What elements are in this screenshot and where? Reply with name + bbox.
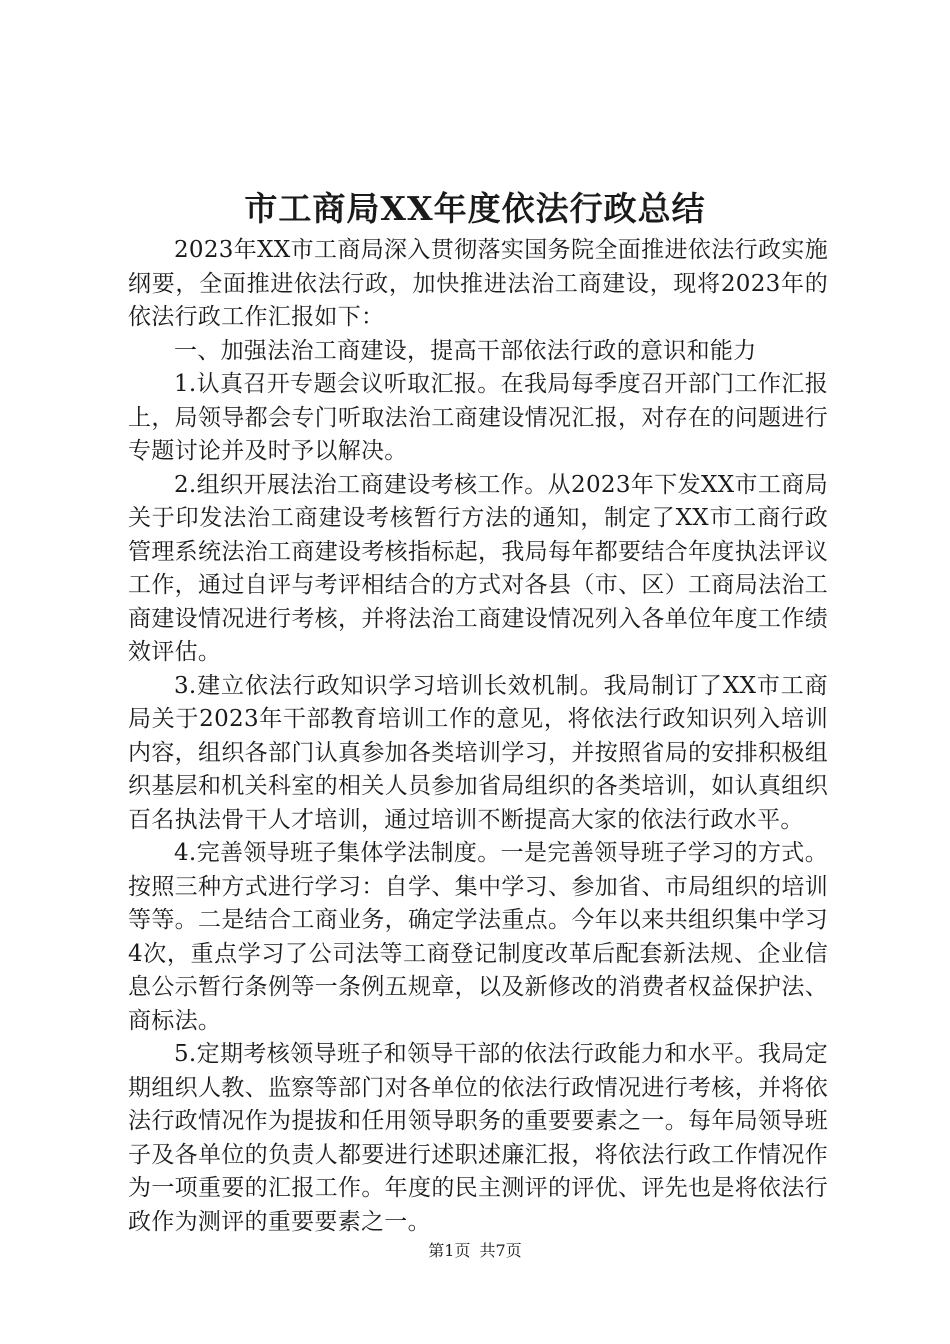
section-heading-1: 一、加强法治工商建设，提高干部依法行政的意识和能力	[174, 337, 757, 364]
paragraph-item-4: 4.完善领导班子集体学法制度。一是完善领导班子学习的方式。按照三种方式进行学习：自学、集中学习、参加省、市局组织的培训等等。二是结合工商业务，确定学法重点。今年以来共组织集中学习4次，重点学习了公司法等工商登记制度改革后配套新法规、企业信息公示暂行条例等一条例五规章，以及新修改的消费者权益保护法、商标法。	[128, 840, 828, 1034]
paragraph-item-3: 3.建立依法行政知识学习培训长效机制。我局制订了XX市工商局关于2023年干部教育培训工作的意见，将依法行政知识列入培训内容，组织各部门认真参加各类培训学习，并按照省局的安排积极组织基层和机关科室的相关人员参加省局组织的各类培训，如认真组织百名执法骨干人才培训，通过培训不断提高大家的依法行政水平。	[128, 672, 828, 833]
page-footer	[0, 1240, 950, 1262]
paragraph-item-2: 2.组织开展法治工商建设考核工作。从2023年下发XX市工商局关于印发法治工商建设考核暂行方法的通知，制定了XX市工商行政管理系统法治工商建设考核指标起，我局每年都要结合年度执法评议工作，通过自评与考评相结合的方式对各县（市、区）工商局法治工商建设情况进行考核，并将法治工商建设情况列入各单位年度工作绩效评估。	[128, 471, 828, 665]
document-body	[128, 234, 828, 1239]
paragraph-item-1: 1.认真召开专题会议听取汇报。在我局每季度召开部门工作汇报上，局领导都会专门听取法治工商建设情况汇报，对存在的问题进行专题讨论并及时予以解决。	[128, 371, 828, 464]
document-title: 市工商局XX年度依法行政总结	[244, 189, 706, 228]
page-number-total: 共7页	[479, 1241, 522, 1260]
paragraph-intro: 2023年XX市工商局深入贯彻落实国务院全面推进依法行政实施纲要，全面推进依法行政，加快推进法治工商建设，现将2023年的依法行政工作汇报如下：	[128, 237, 828, 330]
page-number-current: 第1页	[428, 1241, 471, 1260]
paragraph-item-5: 5.定期考核领导班子和领导干部的依法行政能力和水平。我局定期组织人教、监察等部门对各单位的依法行政情况进行考核，并将依法行政情况作为提拔和任用领导职务的重要要素之一。每年局领导班子及各单位的负责人都要进行述职述廉汇报，将依法行政工作情况作为一项重要的汇报工作。年度的民主测评的评优、评先也是将依法行政作为测评的重要要素之一。	[128, 1041, 828, 1235]
